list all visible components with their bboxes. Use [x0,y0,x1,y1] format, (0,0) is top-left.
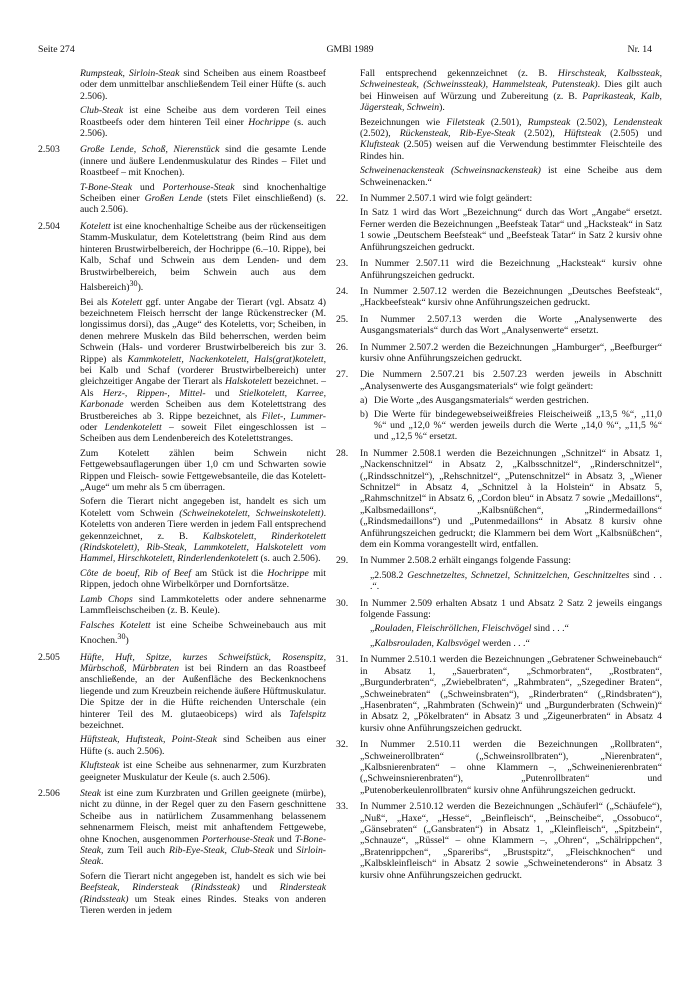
sub-item [360,395,662,406]
paragraph: Kluftsteak ist eine Scheibe aus sehnenarmer, zum Kurzbraten geeigneter Muskulatur der Keule (s. auch 2.506). [80,760,326,783]
sub-item-text: Die Worte „des Ausgangsmaterials“ werden gestrichen. [374,395,589,407]
item-32 [336,739,662,796]
paragraph: In Nummer 2.507.12 werden die Bezeichnungen „Deutsches Beefsteak“, „Hackbeefsteak“ kursiv ohne Anführungszeichen gedruckt. [360,285,662,309]
section-2505 [38,652,326,783]
section-number: 33. [336,801,349,813]
paragraph: In Nummer 2.507.1 wird wie folgt geändert: [360,193,533,205]
item-30 [336,598,662,650]
paragraph: Bei als Kotelett ggf. unter Angabe der Tierart (vgl. Absatz 4) bezeichnetem Fleisch herrscht der lange Rückenstrecker (M. longissimus dorsi), das „Auge“ des Koteletts, vor; Scheiben, in denen mehrere Muskeln das Bild beherrschen, werden beim Schwein (Hals- und vorderer Brustwirbelbereich bis zur 3. Rippe) als Kammkotelett, Nackenkotelett, Hals(grat)kotelett, bei Kalb und Schaf (vorderer Brustwirbelbereich) unter gleichzeitiger Angabe der Tierart als Halskotelett bezeichnet. – Als Herz-, Rippen-, Mittel- und Stielkotelett, Karree, Karbonade werden Scheiben aus dem Kotelettstrang des Brustbereiches ab 3. Rippe bezeichnet, als Filet-, Lummer- oder Lendenkotelett – soweit Filet eingeschlossen ist – Scheiben aus dem Lendenbereich des Kotelettstranges. [80,296,327,445]
section-number: 25. [336,313,349,325]
section-number: 29. [336,555,349,567]
quoted-text: „2.508.2 Geschnetzeltes, Schnetzel, Schnitzelchen, Geschnitzeltes sind . . .“. [370,569,662,593]
paragraph: In Nummer 2.507.11 wird die Bezeichnung „Hacksteak“ kursiv ohne Anführungszeichen gedruckt. [360,258,662,281]
paragraph: Fall entsprechend gekennzeichnet (z. B. Hirschsteak, Kalbssteak, Schweinesteak, (Schweinssteak), Hammelsteak, Putensteak). Dies gilt auch bei Hinweisen auf Würzung und Zubereitung (z. B. Paprikasteak, Kalb, Jägersteak, Schwein). [360,68,663,114]
paragraph: In Nummer 2.509 erhalten Absatz 1 und Absatz 2 Satz 2 jeweils eingangs folgende Fassung: [360,597,662,621]
section-2506 [38,788,326,916]
right-column [336,68,662,886]
sub-item-label: b) [360,408,369,420]
paragraph: In Nummer 2.510.1 werden die Bezeichnungen „Gebratener Schweinebauch“ in Absatz 1, „Sauerbraten“, „Schmorbraten“, „Rostbraten“, „Burgunderbraten“, „Zwiebelbraten“, „Rahmbraten“, „Szegediner Braten“, „Schweinebraten“ („Schweinsbraten“), „Rinderbraten“ („Rindsbraten“), „Hasenbraten“, „Rahmbraten (Schwein)“ und „Burgunderbraten (Schwein)“ in Absatz 2, „Pökelbraten“ in Absatz 3 und „Zigeunerbraten“ in Absatz 4 kursiv ohne Anführungszeichen gedruckt. [360,654,662,734]
paragraph: Die Nummern 2.507.21 bis 2.507.23 werden jeweils in Abschnitt „Analysenwerte des Ausgangsmaterials“ wie folgt geändert: [360,369,662,392]
section-number: 30. [336,597,349,609]
section-number: 2.505 [38,651,60,663]
section-number: 2.506 [38,788,60,800]
paragraph: Große Lende, Schoß, Nierenstück sind die gesamte Lende (innere und äußere Lendenmuskulatur des Rindes – Filet und Roastbeef – mit Knochen). [80,144,326,179]
paragraph: Steak ist eine zum Kurzbraten und Grillen geeignete (mürbe), nicht zu dünne, in der Regel quer zu den Fasern geschnittene Scheibe aus in natürlichem Zusammenhang belassenem sehnenarmem Fleisch, meist mit anhaftendem Fettgewebe, ohne Knochen, ausgenommen Porterhouse-Steak und T-Bone-Steak, zum Teil auch Rib-Eye-Steak, Club-Steak und Sirloin-Steak. [80,788,327,868]
item-26 [336,342,662,365]
paragraph: Schweinenackensteak (Schweinsnackensteak) ist eine Scheibe aus dem Schweinenacken.“ [360,165,662,188]
issue-number: Nr. 14 [627,44,652,55]
section-number: 27. [336,369,349,381]
item-33 [336,801,662,881]
paragraph: In Nummer 2.507.2 werden die Bezeichnungen „Hamburger“, „Beefburger“ kursiv ohne Anführungszeichen gedruckt. [360,341,662,364]
paragraph: Zum Kotelett zählen beim Schwein nicht Fettgewebsauflagerungen über 1,0 cm und Schwarten sowie Rippen und Fleisch- sowie Fettgewebsanteile, die das Kotelett-„Auge“ um mehr als 5 cm überragen. [80,447,326,494]
paragraph: In Nummer 2.508.1 werden die Bezeichnungen „Schnitzel“ in Absatz 1, „Nackenschnitzel“ in Absatz 2, „Kalbsschnitzel“, „Rinderschnitzel“, („Rindsschnitzel“), „Rehschnitzel“, „Putenschnitzel“ in Absatz 3, „Wiener Schnitzel“ in Absatz 4, „Schnitzel à la Holstein“ in Absatz 5, „Rahmschnitzel“ in Absatz 6, „Cordon bleu“ in Absatz 7 sowie „Medaillons“, „Kalbsmedaillons“, „Kalbsnüßchen“, „Rindermedaillons“ („Rindsmedaillons“) und „Putenmedaillons“ in Absatz 8 kursiv ohne Anführungszeichen gedruckt; die Klammern bei dem Wort „Kalbsnüßchen“, dem ein Komma vorangestellt wird, entfallen. [360,447,662,551]
section-number: 31. [336,654,349,666]
paragraph: Rumpsteak, Sirloin-Steak sind Scheiben aus einem Roastbeef oder dem unmittelbar anschließendem Teil einer Hüfte (s. auch 2.506). [80,68,326,102]
section-number: 28. [336,447,349,459]
paragraph: Sofern die Tierart nicht angegeben ist, handelt es sich wie bei Beefsteak, Rindersteak (Rindssteak) und Rindersteak (Rindssteak) um Steak eines Rindes. Steaks von anderen Tieren werden in jedem [80,870,327,917]
section-number: 26. [336,341,349,353]
item-23 [336,258,662,281]
paragraph: In Nummer 2.508.2 erhält eingangs folgende Fassung: [360,555,571,567]
item-28 [336,448,662,551]
page-number: Seite 274 [38,44,75,55]
quoted-text: „Rouladen, Fleischröllchen, Fleischvögel sind . . .“ [370,623,569,635]
section-2503 [38,144,326,215]
paragraph: Côte de boeuf, Rib of Beef am Stück ist die Hochrippe mit Rippen, jedoch ohne Wirbelkörper und Dornfortsätze. [80,567,326,591]
item-31 [336,654,662,734]
item-24 [336,286,662,309]
section-2504 [38,221,326,647]
journal-title: GMBl 1989 [326,44,374,55]
paragraph: Bezeichnungen wie Filetsteak (2.501), Rumpsteak (2.502), Lendensteak (2.502), Rückensteak, Rib-Eye-Steak (2.502), Hüftsteak (2.505) und Kluftsteak (2.505) weisen auf die Verwendung bestimmter Fleischteile des Rindes hin. [360,116,663,162]
paragraph: T-Bone-Steak und Porterhouse-Steak sind knochenhaltige Scheiben einer Großen Lende (stets Filet einschließend) (s. auch 2.506). [80,181,326,216]
paragraph: Club-Steak ist eine Scheibe aus dem vorderen Teil eines Roastbeefs oder dem hinteren Teil einer Hochrippe (s. auch 2.506). [80,105,326,140]
item-25 [336,314,662,337]
item-29 [336,555,662,592]
paragraph: Hüfte, Huft, Spitze, kurzes Schweifstück, Rosenspitz, Mürbschoß, Mürbbraten ist bei Rindern an das Roastbeef anschließende, an der Außenfläche des Beckenknochens liegende und zum Kreuzbein reichende äußere Hüftmuskulatur. Die Spitze der in die Hüfte reichenden Unterschale (ein hinterer Teil des M. glutaeobiceps) wird als Tafelspitz bezeichnet. [80,651,326,731]
sub-item [360,409,662,443]
section-continuation [336,68,662,188]
sub-item-text: Die Werte für bindegewebseiweißfreies Fleischeiweiß „13,5 %“, „11,0 %“ und „12,0 %“ werden jeweils durch die Werte „14,0 %“, „11,5 %“ und „12,5 %“ ersetzt. [374,408,662,443]
section-number: 23. [336,258,349,270]
section-continuation [38,68,326,139]
paragraph: Lamb Chops sind Lammkoteletts oder andere sehnenarme Lammfleischscheiben (z. B. Keule). [80,593,326,617]
section-number: 24. [336,285,349,297]
item-22 [336,193,662,253]
paragraph: Kotelett ist eine knochenhaltige Scheibe aus der rückenseitigen Stamm-Muskulatur, dem Kotelettstrang (beim Rind aus dem hinteren Brustwirbelbereich, der Hochrippe (6.–10. Rippe), bei Kalb, Schaf und Schwein aus dem Lenden- und dem Brustwirbelbereich, beim Schwein auch aus dem Halsbereich)$^{30}$). [80,220,326,294]
paragraph: Falsches Kotelett ist eine Scheibe Schweinebauch aus mit Knochen.$^{30}$) [80,619,326,647]
section-number: 2.504 [38,220,60,232]
section-number: 2.503 [38,144,60,156]
paragraph: In Nummer 2.507.13 werden die Worte „Analysenwerte des Ausgangsmaterials“ durch das Wort „Analysenwerte“ ersetzt. [360,313,662,337]
sub-item-label: a) [360,395,368,407]
paragraph: In Nummer 2.510.12 werden die Bezeichnungen „Schäuferl“ („Schäufele“), „Nuß“, „Haxe“, „Hesse“, „Beinfleisch“, „Beinscheibe“, „Ossobuco“, „Gänsebraten“ („Gansbraten“) in Absatz 1, „Kleinfleisch“, „Spitzbein“, „Schnauze“, „Rüssel“ – ohne Klammern –, „Ohren“, „Schälrippchen“, „Bratenrippchen“, „Spareribs“, „Brustspitz“, „Fleischknochen“ und „Kalbskleinfleisch“ in Absatz 2 sowie „Schweinetenderons“ in Absatz 3 kursiv ohne Anführungszeichen gedruckt. [360,801,662,881]
paragraph: In Satz 1 wird das Wort „Bezeichnung“ durch das Wort „Angabe“ ersetzt. Ferner werden die Bezeichnungen „Beefsteak Tatar“ und „Hacksteak“ in Satz 1 sowie „Deutschem Beefsteak“ und „Beefsteak Tatar“ in Satz 2 kursiv ohne Anführungszeichen gedruckt. [360,207,662,253]
quoted-text: „Kalbsrouladen, Kalbsvögel werden . . .“ [370,637,530,649]
section-number: 32. [336,739,349,751]
section-number: 22. [336,193,349,205]
paragraph: In Nummer 2.510.11 werden die Bezeichnungen „Rollbraten“, „Schweinerollbraten“ („Schweinsrollbraten“), „Nierenbraten“, „Kalbsnierenbraten“ – ohne Klammern –, „Schweinenierenbraten“ („Schweinsnierenbraten“), „Putenrollbraten“ und „Putenoberkeulenrollbraten“ kursiv ohne Anführungszeichen gedruckt. [360,739,662,796]
paragraph: Sofern die Tierart nicht angegeben ist, handelt es sich um Kotelett vom Schwein (Schweinekotelett, Schweinskotelett). Koteletts von anderen Tiere werden in jedem Fall entsprechend gekennzeichnet, z. B. Kalbskotelett, Rinderkotelett (Rindskotelett), Rib-Steak, Lammkotelett, Halskotelett vom Hammel, Hirschkotelett, Rinderlendenkotelett (s. auch 2.506). [80,496,326,565]
left-column [38,68,326,922]
paragraph: Hüftsteak, Huftsteak, Point-Steak sind Scheiben aus einer Hüfte (s. auch 2.506). [80,734,327,757]
item-27 [336,369,662,442]
